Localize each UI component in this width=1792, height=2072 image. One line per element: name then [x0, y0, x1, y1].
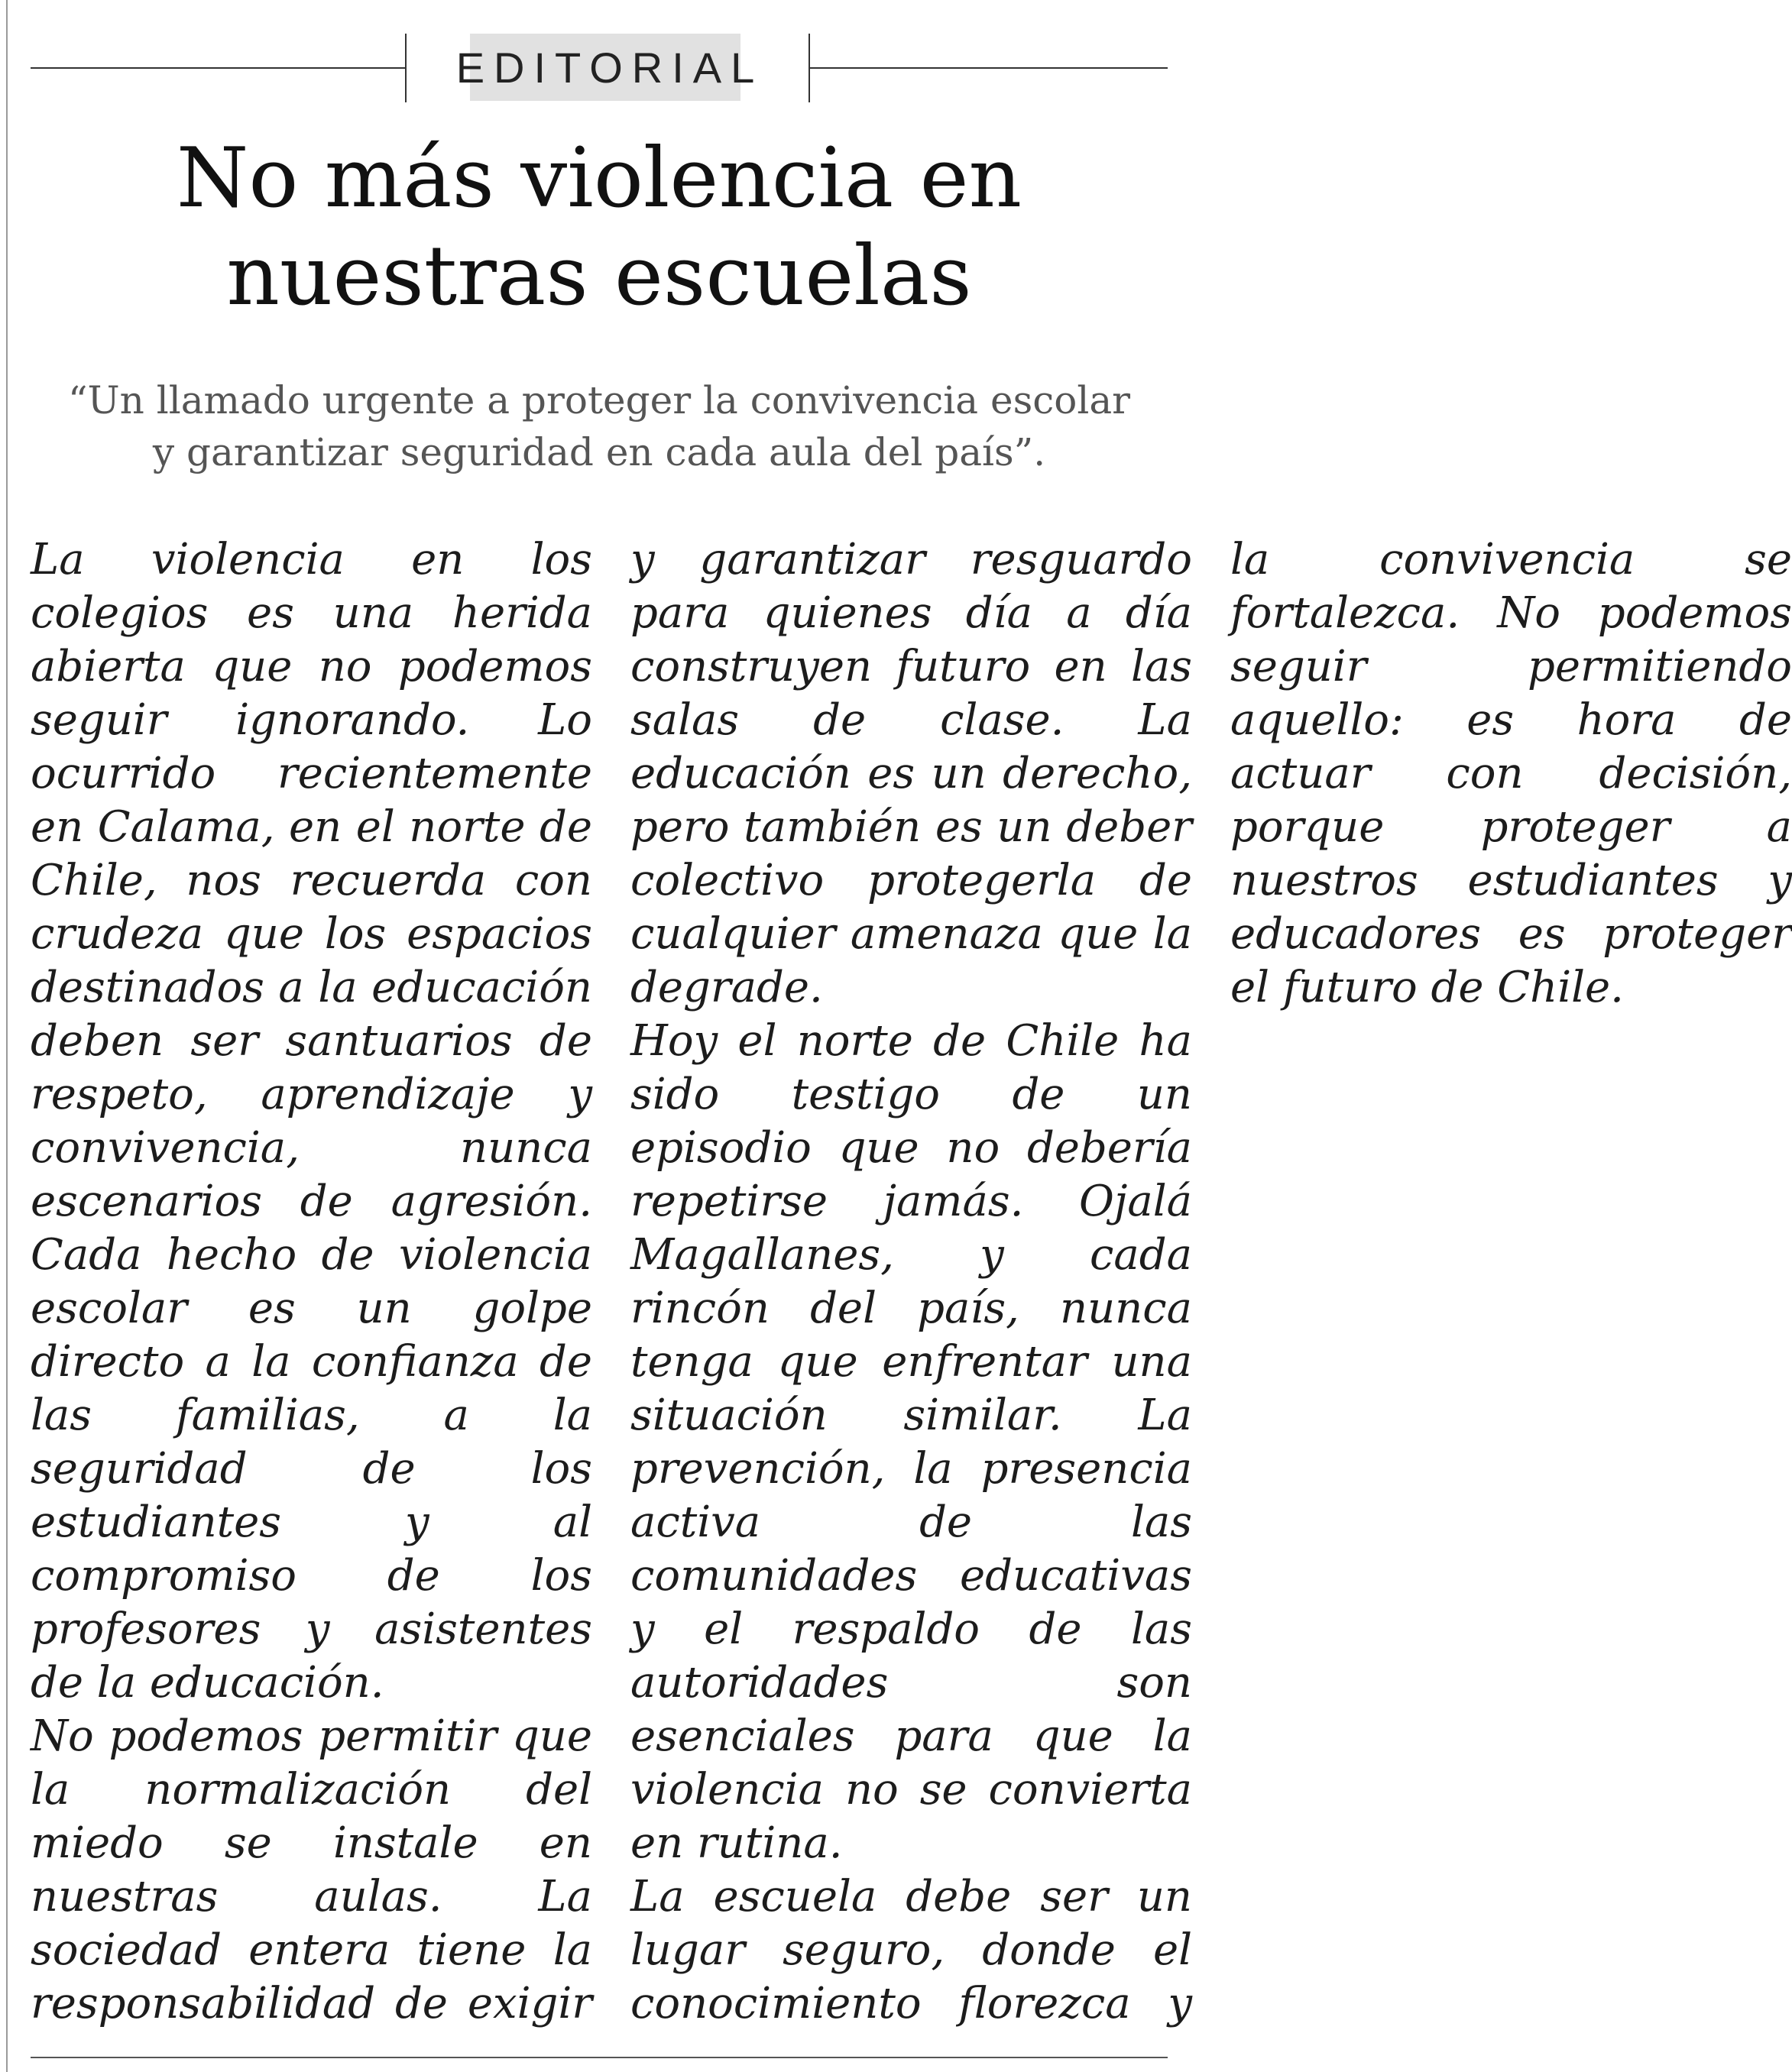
- header-tick-left: [405, 34, 407, 102]
- article-body: [31, 533, 1792, 2046]
- bottom-rule: [31, 2057, 1168, 2058]
- headline: No más violencia en nuestras escuelas: [176, 131, 1022, 324]
- section-label: EDITORIAL: [455, 43, 764, 92]
- page-left-border: [6, 0, 8, 2072]
- body-paragraph-4: La escuela debe ser un lugar seguro, donde el conocimiento florezca y la convivencia se fortalezca. No podemos seguir permitiendo aquello: es hora de actuar con decisión, porque proteger a nuestros estudiantes y educadores es proteger el futuro de Chile.: [630, 535, 1792, 2028]
- section-label-box: [455, 34, 764, 101]
- body-paragraph-2: No podemos permitir que la normalización del miedo se instale en nuestras aulas. La sociedad entera tiene la responsabilidad de exigir y garantizar resguardo para quienes día a día construyen futuro en las salas de clase. La educación es un derecho, pero también es un deber colectivo protegerla de cualquier amenaza que la degrade.: [31, 535, 1192, 2028]
- standfirst-quote: “Un llamado urgente a proteger la convivencia escolar y garantizar seguridad en cada aula del país”.: [67, 378, 1131, 474]
- header-rule-left: [31, 67, 405, 69]
- body-paragraph-3: Hoy el norte de Chile ha sido testigo de un episodio que no debería repetirse jamás. Ojalá Magallanes, y cada rincón del país, nunca tenga que enfrentar una situación similar. La prevención, la presencia activa de las comunidades educativas y el respaldo de las autoridades son esenciales para que la violencia no se convierta en rutina.: [630, 1016, 1192, 1868]
- body-paragraph-1: La violencia en los colegios es una herida abierta que no podemos seguir ignorando. Lo ocurrido recientemente en Calama, en el norte de Chile, nos recuerda con crudeza que los espacios destinados a la educación deben ser santuarios de respeto, aprendizaje y convivencia, nunca escenarios de agresión. Cada hecho de violencia escolar es un golpe directo a la confianza de las familias, a la seguridad de los estudiantes y al compromiso de los profesores y asistentes de la educación.: [31, 535, 592, 1708]
- header-rule-right: [810, 67, 1168, 69]
- section-header: [31, 31, 1168, 107]
